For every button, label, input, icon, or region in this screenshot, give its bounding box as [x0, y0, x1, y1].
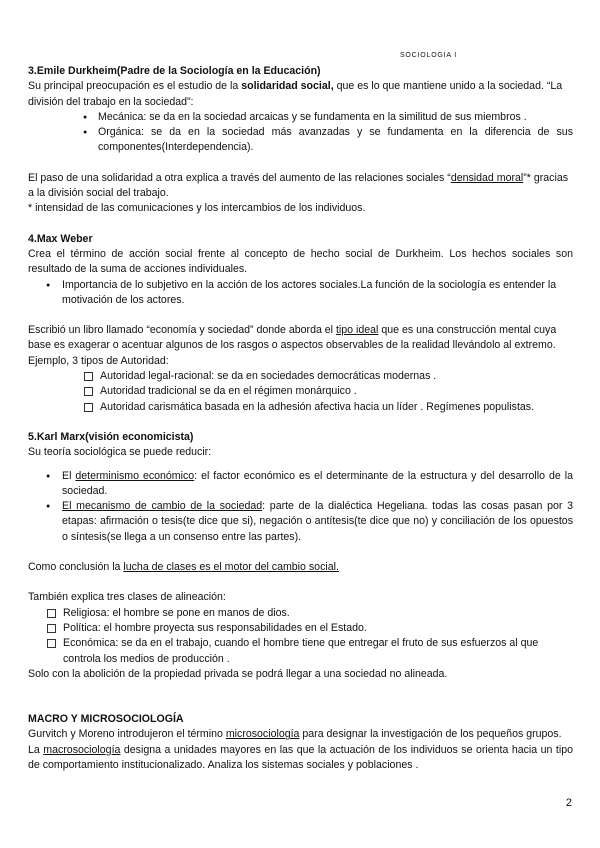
macro-paragraph-1: [28, 727, 573, 742]
durkheim-intro-text: Su principal preocupación es el estudio de la: [28, 80, 242, 93]
lucha-de-clases-term: lucha de clases es el motor del cambio social.: [123, 561, 339, 574]
durkheim-para-text-2: ”* gracias a la división social del trabajo.: [28, 171, 569, 200]
durkheim-para-text: El paso de una solidaridad a otra explica a través del aumento de las relaciones sociales “: [28, 171, 451, 184]
bullet-text: El: [62, 469, 76, 482]
checklist-item: Autoridad tradicional se da en el régimen monárquico .: [28, 384, 573, 399]
weber-para-text-2: que es una construcción mental cuya base es exagerar o acentuar algunos de los rasgos o aspectos observables de la realidad llevándolo al extremo. Ejemplo, 3 tipos de Autoridad:: [28, 324, 557, 367]
durkheim-intro-bold: solidaridad social,: [241, 80, 334, 93]
weber-intro: Crea el término de acción social frente al concepto de hecho social de Durkheim. Los hechos sociales son resultado de la suma de acciones individuales.: [28, 247, 573, 276]
section-title-weber: 4.Max Weber: [28, 232, 93, 245]
macro-text: La: [28, 743, 44, 756]
durkheim-intro-text-2: que es lo que mantiene unido a la sociedad. “La división del trabajo en la sociedad”:: [28, 80, 563, 108]
durkheim-paragraph: [28, 171, 573, 202]
determinismo-term: determinismo económico: [75, 469, 195, 482]
weber-paragraph: [28, 323, 573, 369]
list-item: ● Mecánica: se da en la sociedad arcaicas y se fundamenta en la similitud de sus miembros .: [28, 110, 573, 125]
alienation-checklist: [28, 606, 573, 667]
macro-text: Gurvitch y Moreno introdujeron el término: [28, 728, 226, 741]
checklist-item: Autoridad legal-racional: se da en sociedades democráticas modernas .: [28, 369, 573, 384]
list-item: [28, 499, 573, 545]
macro-text: designa a unidades mayores en las que la actuación de los individuos se orienta hacia un tipo de comportamiento institucionalizado. Analiza los sistemas sociales y poblaciones .: [28, 743, 573, 771]
conclusion-text: Como conclusión la: [28, 561, 124, 574]
page-number: 2: [565, 797, 572, 809]
marx-closing: Solo con la abolición de la propiedad privada se podrá llegar a una sociedad no alineada.: [28, 667, 448, 680]
densidad-moral-term: densidad moral: [450, 171, 524, 184]
macrosociologia-term: macrosociología: [43, 743, 121, 756]
durkheim-bullet-list: [28, 110, 573, 156]
page-content: [28, 64, 573, 773]
mecanismo-term: El mecanismo de cambio de la sociedad: [62, 500, 263, 513]
alienation-intro: También explica tres clases de alineación:: [28, 591, 226, 604]
durkheim-intro: [28, 79, 573, 110]
macro-paragraph-2: [28, 743, 573, 774]
checklist-item: Económica: se da en el trabajo, cuando el hombre tiene que entregar el fruto de sus esfuerzos al que controla los medios de producción .: [28, 636, 573, 667]
weber-bullet-list: [28, 278, 573, 309]
checklist-item: Religiosa: el hombre se pone en manos de dios.: [28, 606, 573, 621]
list-item: ● Importancia de lo subjetivo en la acción de los actores sociales.La función de la sociología es entender la motivación de los actores.: [28, 278, 573, 309]
macro-text: para designar la investigación de los pequeños grupos.: [299, 728, 562, 741]
weber-para-text: Escribió un libro llamado “economía y sociedad” donde aborda el: [28, 324, 336, 337]
running-header: SOCIOLOGIA I: [399, 52, 457, 59]
checklist-item: Autoridad carismática basada en la adhesión afectiva hacia un líder . Regímenes populistas.: [28, 400, 573, 415]
tipo-ideal-term: tipo ideal: [335, 324, 379, 337]
microsociologia-term: microsociología: [225, 728, 300, 741]
section-title-durkheim: 3.Emile Durkheim(Padre de la Sociología en la Educación): [28, 65, 321, 77]
marx-intro: Su teoría sociológica se puede reducir:: [28, 446, 212, 459]
checklist-item: Política: el hombre proyecta sus responsabilidades en el Estado.: [28, 621, 573, 636]
section-title-marx: 5.Karl Marx(visión economicista): [28, 430, 194, 443]
list-item: ● Orgánica: se da en la sociedad más avanzadas y se fundamenta en la diferencia de sus componentes(Interdependencia).: [28, 125, 573, 156]
marx-bullet-list: [28, 469, 573, 545]
marx-conclusion: [28, 560, 573, 575]
section-title-macro: MACRO Y MICROSOCIOLOGÍA: [28, 713, 184, 726]
bullet-text: : el factor económico es el determinante de la estructura y del desarrollo de la sociedad.: [62, 469, 573, 497]
durkheim-footnote: * intensidad de las comunicaciones y los intercambios de los individuos.: [28, 202, 366, 215]
authority-checklist: [28, 369, 573, 415]
bullet-text: : parte de la dialéctica Hegeliana. todas las cosas pasan por 3 etapas: afirmación o tesis(te dice que si), negación o antítesis(te dice que no) y conciliación de los opuestos o síntesis(se llega a un consenso entre las partes).: [62, 500, 573, 543]
list-item: [28, 469, 573, 500]
